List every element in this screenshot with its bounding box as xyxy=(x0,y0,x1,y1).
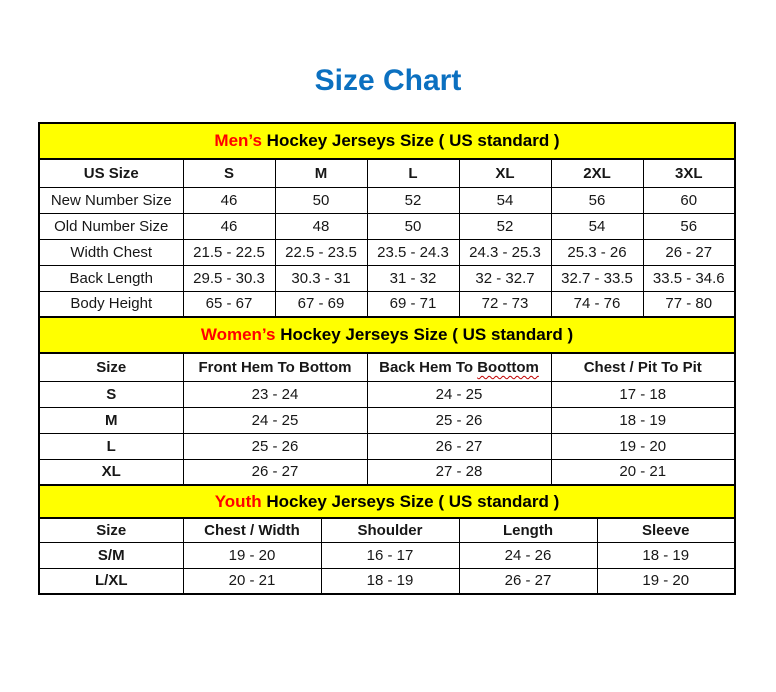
row-label: XL xyxy=(39,459,183,485)
misspelled-word: Boottom xyxy=(477,358,539,376)
table-cell: 31 - 32 xyxy=(367,265,459,291)
table-cell: 24.3 - 25.3 xyxy=(459,239,551,265)
table-cell: 24 - 26 xyxy=(459,542,597,568)
column-header: M xyxy=(275,159,367,187)
table-cell: 77 - 80 xyxy=(643,291,735,317)
column-header: Chest / Width xyxy=(183,518,321,542)
table-cell: 26 - 27 xyxy=(183,459,367,485)
table-cell: 30.3 - 31 xyxy=(275,265,367,291)
youth-size-table xyxy=(38,484,736,595)
column-header: Length xyxy=(459,518,597,542)
table-cell: 24 - 25 xyxy=(183,407,367,433)
table-row xyxy=(39,542,735,568)
row-label: S/M xyxy=(39,542,183,568)
table-cell: 19 - 20 xyxy=(597,568,735,594)
row-label: S xyxy=(39,381,183,407)
row-label: New Number Size xyxy=(39,187,183,213)
table-cell: 26 - 27 xyxy=(643,239,735,265)
table-cell: 18 - 19 xyxy=(321,568,459,594)
table-row xyxy=(39,187,735,213)
row-label: Old Number Size xyxy=(39,213,183,239)
table-cell: 21.5 - 22.5 xyxy=(183,239,275,265)
table-cell: 56 xyxy=(551,187,643,213)
table-cell: 19 - 20 xyxy=(183,542,321,568)
table-cell: 52 xyxy=(367,187,459,213)
youth-section-title xyxy=(39,485,735,518)
table-cell: 20 - 21 xyxy=(183,568,321,594)
table-cell: 25 - 26 xyxy=(367,407,551,433)
column-header xyxy=(367,353,551,381)
table-cell: 26 - 27 xyxy=(459,568,597,594)
table-row xyxy=(39,213,735,239)
table-cell: 48 xyxy=(275,213,367,239)
column-header: L xyxy=(367,159,459,187)
youth-header-row xyxy=(39,518,735,542)
mens-title-highlight: Men’s xyxy=(214,131,262,150)
table-cell: 33.5 - 34.6 xyxy=(643,265,735,291)
youth-section-band xyxy=(39,485,735,518)
table-cell: 32 - 32.7 xyxy=(459,265,551,291)
table-row xyxy=(39,568,735,594)
row-label: Body Height xyxy=(39,291,183,317)
row-label: L xyxy=(39,433,183,459)
womens-section-title xyxy=(39,317,735,353)
table-cell: 25.3 - 26 xyxy=(551,239,643,265)
table-cell: 29.5 - 30.3 xyxy=(183,265,275,291)
table-cell: 26 - 27 xyxy=(367,433,551,459)
table-cell: 74 - 76 xyxy=(551,291,643,317)
table-row xyxy=(39,265,735,291)
column-header: Shoulder xyxy=(321,518,459,542)
table-cell: 16 - 17 xyxy=(321,542,459,568)
table-cell: 65 - 67 xyxy=(183,291,275,317)
table-cell: 52 xyxy=(459,213,551,239)
table-cell: 20 - 21 xyxy=(551,459,735,485)
column-header: Chest / Pit To Pit xyxy=(551,353,735,381)
column-header: S xyxy=(183,159,275,187)
mens-title-rest: Hockey Jerseys Size ( US standard ) xyxy=(261,131,560,150)
womens-title-rest: Hockey Jerseys Size ( US standard ) xyxy=(275,325,574,344)
column-header-text: Back Hem To xyxy=(379,358,478,376)
table-row xyxy=(39,459,735,485)
table-cell: 69 - 71 xyxy=(367,291,459,317)
table-row xyxy=(39,381,735,407)
row-label: Back Length xyxy=(39,265,183,291)
table-cell: 18 - 19 xyxy=(597,542,735,568)
youth-title-rest: Hockey Jerseys Size ( US standard ) xyxy=(261,491,560,511)
table-cell: 25 - 26 xyxy=(183,433,367,459)
womens-header-row xyxy=(39,353,735,381)
column-header: Size xyxy=(39,353,183,381)
table-cell: 46 xyxy=(183,213,275,239)
table-row xyxy=(39,291,735,317)
table-row xyxy=(39,239,735,265)
table-cell: 54 xyxy=(459,187,551,213)
mens-header-row xyxy=(39,159,735,187)
table-cell: 60 xyxy=(643,187,735,213)
row-label: L/XL xyxy=(39,568,183,594)
size-chart-tables xyxy=(38,122,736,595)
table-cell: 27 - 28 xyxy=(367,459,551,485)
page-title: Size Chart xyxy=(314,64,462,97)
table-cell: 22.5 - 23.5 xyxy=(275,239,367,265)
youth-title-highlight: Youth xyxy=(214,491,262,511)
table-cell: 46 xyxy=(183,187,275,213)
table-cell: 50 xyxy=(367,213,459,239)
column-header: US Size xyxy=(39,159,183,187)
column-header: 2XL xyxy=(551,159,643,187)
mens-section-title xyxy=(39,123,735,159)
row-label: M xyxy=(39,407,183,433)
table-cell: 32.7 - 33.5 xyxy=(551,265,643,291)
table-cell: 67 - 69 xyxy=(275,291,367,317)
table-cell: 50 xyxy=(275,187,367,213)
womens-size-table xyxy=(38,316,736,486)
table-cell: 72 - 73 xyxy=(459,291,551,317)
column-header: 3XL xyxy=(643,159,735,187)
table-cell: 24 - 25 xyxy=(367,381,551,407)
table-cell: 54 xyxy=(551,213,643,239)
table-cell: 17 - 18 xyxy=(551,381,735,407)
table-cell: 23.5 - 24.3 xyxy=(367,239,459,265)
table-cell: 23 - 24 xyxy=(183,381,367,407)
table-row xyxy=(39,407,735,433)
womens-title-highlight: Women’s xyxy=(200,325,276,344)
column-header: XL xyxy=(459,159,551,187)
mens-section-band xyxy=(39,123,735,159)
mens-size-table xyxy=(38,122,736,318)
table-cell: 56 xyxy=(643,213,735,239)
column-header: Front Hem To Bottom xyxy=(183,353,367,381)
column-header: Size xyxy=(39,518,183,542)
row-label: Width Chest xyxy=(39,239,183,265)
table-cell: 18 - 19 xyxy=(551,407,735,433)
table-row xyxy=(39,433,735,459)
womens-section-band xyxy=(39,317,735,353)
table-cell: 19 - 20 xyxy=(551,433,735,459)
column-header: Sleeve xyxy=(597,518,735,542)
